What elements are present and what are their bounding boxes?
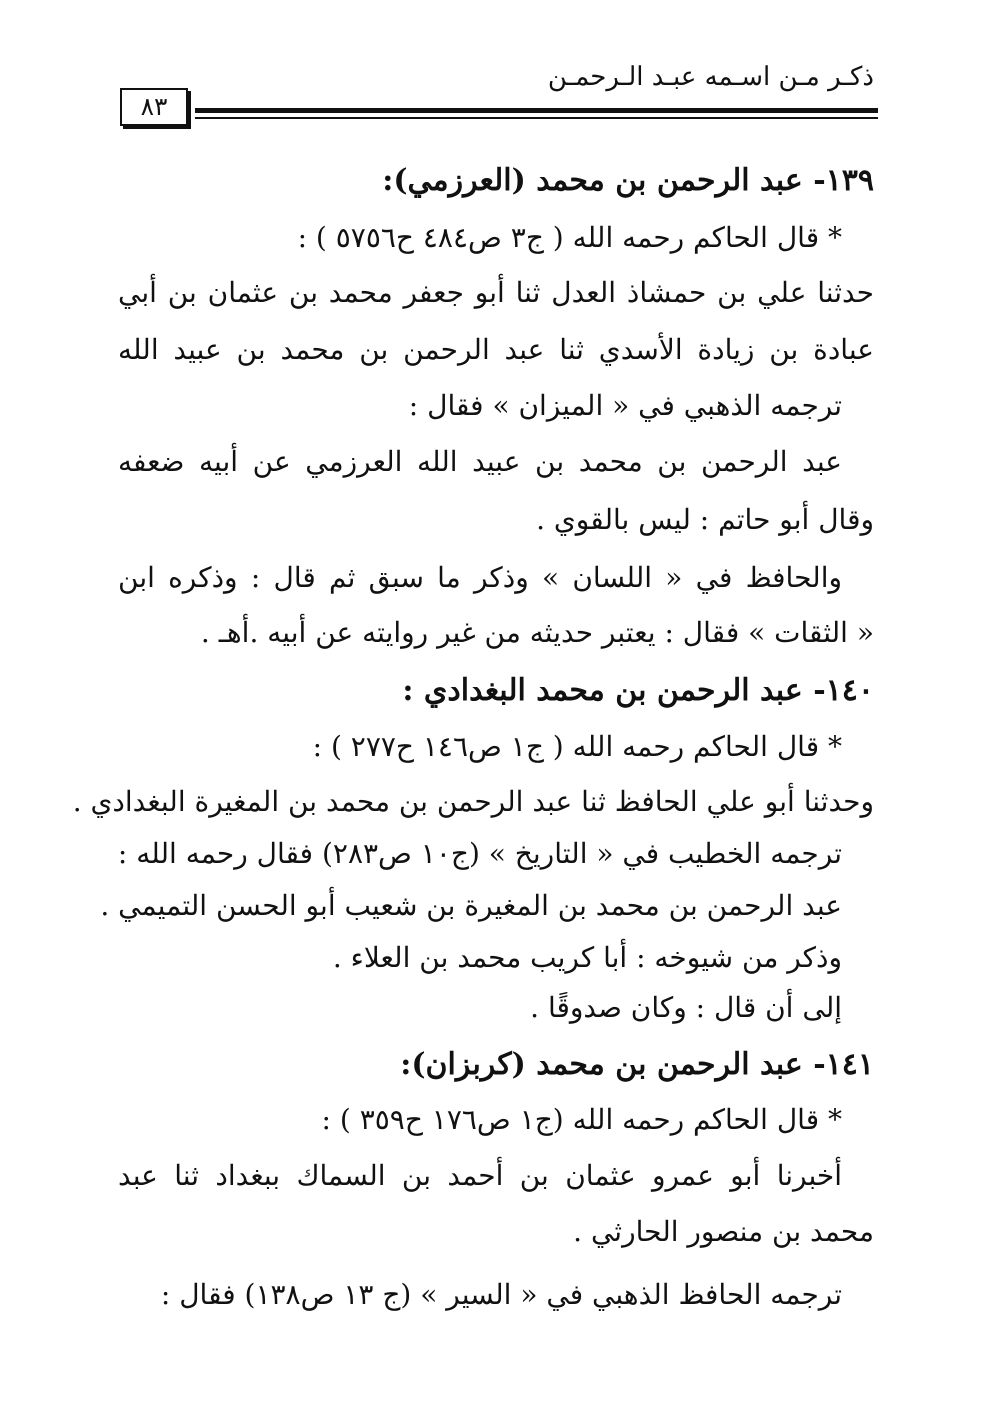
- entry-heading-141: ١٤١- عبد الرحمن بن محمد (كربزان):: [400, 1047, 874, 1082]
- running-header-title: ذكـر مـن اسـمه عبـد الـرحمـن: [547, 62, 874, 92]
- header-rule-thick: [195, 108, 878, 113]
- text-line: أخبرنا أبو عمرو عثمان بن أحمد بن السماك ببغداد ثنا عبد: [118, 1159, 842, 1192]
- text-line: ترجمه الحافظ الذهبي في « السير » (ج ١٣ ص١٣٨) فقال :: [160, 1278, 842, 1311]
- text-line: وقال أبو حاتم : ليس بالقوي .: [536, 503, 874, 536]
- text-line: وحدثنا أبو علي الحافظ ثنا عبد الرحمن بن محمد بن المغيرة البغدادي .: [72, 785, 874, 818]
- entry-heading-139: ١٣٩- عبد الرحمن بن محمد (العرزمي):: [382, 163, 874, 198]
- source-citation-141: * قال الحاكم رحمه الله (ج١ ص١٧٦ ح٣٥٩ ) :: [321, 1103, 842, 1136]
- text-line: « الثقات » فقال : يعتبر حديثه من غير روايته عن أبيه .أهـ .: [200, 616, 874, 649]
- page-number-box: [120, 88, 188, 126]
- text-line: وذكر من شيوخه : أبا كريب محمد بن العلاء .: [332, 941, 842, 974]
- text-line: حدثنا علي بن حمشاذ العدل ثنا أبو جعفر محمد بن عثمان بن أبي: [118, 276, 874, 309]
- text-line: والحافظ في « اللسان » وذكر ما سبق ثم قال : وذكره ابن: [118, 561, 842, 594]
- text-line: عبد الرحمن بن محمد بن عبيد الله العرزمي عن أبيه ضعفه: [118, 445, 842, 478]
- text-line: محمد بن منصور الحارثي .: [573, 1215, 874, 1248]
- entry-heading-140: ١٤٠- عبد الرحمن بن محمد البغدادي :: [402, 673, 874, 708]
- page-number: ٨٣: [140, 92, 168, 121]
- text-line: عبادة بن زيادة الأسدي ثنا عبد الرحمن بن محمد بن عبيد الله: [118, 333, 874, 366]
- text-line: ترجمه الخطيب في « التاريخ » (ج١٠ ص٢٨٣) فقال رحمه الله :: [117, 837, 842, 870]
- text-line: ترجمه الذهبي في « الميزان » فقال :: [408, 389, 842, 422]
- source-citation-140: * قال الحاكم رحمه الله ( ج١ ص١٤٦ ح٢٧٧ ) :: [312, 730, 842, 763]
- text-line: عبد الرحمن بن محمد بن المغيرة بن شعيب أبو الحسن التميمي .: [100, 889, 842, 922]
- source-citation-139: * قال الحاكم رحمه الله ( ج٣ ص٤٨٤ ح٥٧٥٦ ) :: [297, 221, 842, 254]
- header-rule-thin: [195, 117, 878, 119]
- text-line: إلى أن قال : وكان صدوقًا .: [530, 991, 842, 1024]
